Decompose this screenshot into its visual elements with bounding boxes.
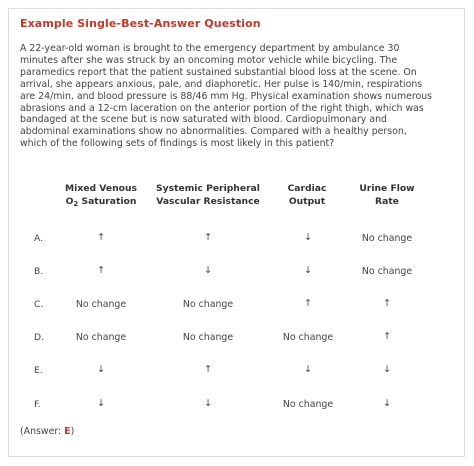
stem-line: paramedics report that the patient sustained substantial blood loss at the scene. On — [20, 66, 417, 78]
stem-line: abrasions and a 12-cm laceration on the anterior portion of the right thigh, which was — [20, 102, 424, 114]
option-letter: F. — [34, 399, 41, 410]
stem-line: A 22-year-old woman is brought to the emergency department by ambulance 30 — [20, 43, 400, 54]
option-cell: ↑ — [383, 298, 391, 309]
option-cell: No change — [361, 233, 413, 244]
header-line: Cardiac — [287, 183, 327, 194]
question-stem — [20, 43, 450, 150]
option-cell: ↑ — [383, 331, 391, 342]
stem-line: abdominal examinations show no abnormalities. Compared with a healthy person, — [20, 126, 407, 138]
option-cell: No change — [361, 266, 413, 277]
option-letter: B. — [34, 266, 44, 277]
header-mixed-venous-o2 — [62, 183, 140, 210]
option-cell: No change — [182, 332, 234, 343]
option-cell: ↑ — [204, 364, 212, 375]
header-line: $O_2$ Saturation — [65, 195, 137, 208]
option-cell: ↑ — [304, 298, 312, 309]
option-cell: No change — [75, 332, 127, 343]
option-letter: A. — [34, 233, 44, 244]
option-letter: D. — [34, 332, 44, 343]
question-title: Example Single-Best-Answer Question — [20, 17, 261, 30]
header-line: Systemic Peripheral — [156, 183, 260, 194]
header-line: Vascular Resistance — [156, 195, 260, 207]
header-urine-flow-rate — [350, 183, 424, 208]
header-line: Output — [288, 195, 326, 207]
header-systemic-vascular-resistance — [153, 183, 263, 208]
header-cardiac-output — [276, 183, 338, 208]
stem-line: minutes after she was struck by an oncoming motor vehicle while bicycling. The — [20, 54, 398, 66]
option-cell: ↓ — [204, 265, 212, 276]
header-line: Urine Flow — [359, 183, 415, 194]
answer-suffix: ) — [70, 426, 75, 437]
option-cell: ↓ — [304, 265, 312, 276]
answer-key — [20, 426, 74, 437]
option-cell: ↓ — [97, 364, 105, 375]
answer-letter: E — [64, 426, 71, 437]
option-letter: C. — [34, 299, 44, 310]
stem-line: arrival, she appears anxious, pale, and diaphoretic. Her pulse is 140/min, respirations — [20, 78, 423, 90]
option-letter: E. — [34, 365, 43, 376]
option-cell: ↓ — [97, 398, 105, 409]
header-line: Rate — [375, 195, 399, 207]
option-cell: ↑ — [204, 232, 212, 243]
option-cell: ↑ — [97, 265, 105, 276]
option-cell: No change — [282, 332, 334, 343]
header-line: Mixed Venous — [65, 183, 137, 194]
option-cell: ↓ — [383, 364, 391, 375]
option-cell: ↓ — [383, 398, 391, 409]
stem-line: which of the following sets of findings is most likely in this patient? — [20, 138, 335, 150]
answer-prefix: (Answer: — [20, 426, 65, 437]
option-cell: No change — [282, 399, 334, 410]
option-cell: ↓ — [304, 364, 312, 375]
option-cell: ↓ — [304, 232, 312, 243]
option-cell: ↓ — [204, 398, 212, 409]
stem-line: bandaged at the scene but is now saturated with blood. Cardiopulmonary and — [20, 114, 387, 126]
option-cell: No change — [182, 299, 234, 310]
stem-line: are 24/min, and blood pressure is 88/46 mm Hg. Physical examination shows numerous — [20, 90, 433, 102]
option-cell: ↑ — [97, 232, 105, 243]
option-cell: No change — [75, 299, 127, 310]
